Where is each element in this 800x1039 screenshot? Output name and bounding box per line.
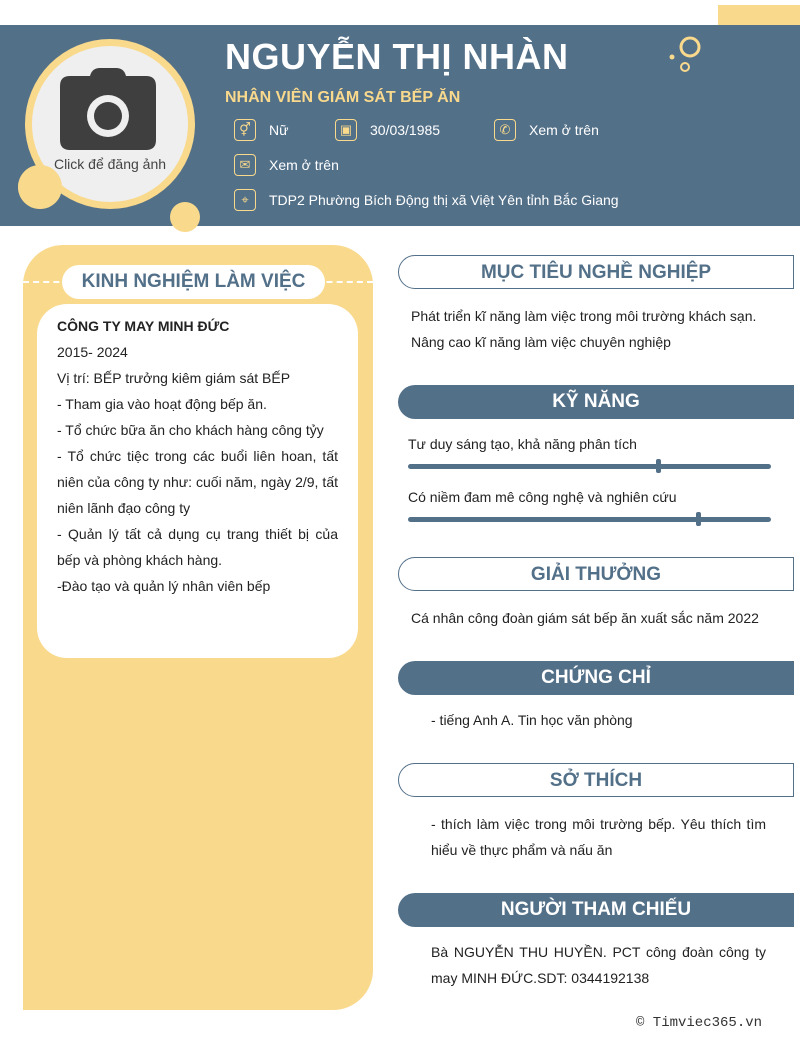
decor-dot [18,165,62,209]
location-icon: ⌖ [234,189,256,211]
skill-bar [408,464,771,469]
position: Vị trí: BẾP trưởng kiêm giám sát BẾP [57,370,291,386]
skill-level-marker [656,459,661,473]
job-title: NHÂN VIÊN GIÁM SÁT BẾP ĂN [225,89,461,106]
calendar-icon: ▣ [335,119,357,141]
camera-icon [60,68,156,150]
address-value: TDP2 Phường Bích Động thị xã Việt Yên tỉnh Bắc Giang [269,192,619,208]
experience-title: KINH NGHIỆM LÀM VIỆC [62,265,325,299]
skill-level-marker [696,512,701,526]
objective-title: MỤC TIÊU NGHỀ NGHIỆP [398,255,794,289]
phone-value: Xem ở trên [529,122,599,138]
duty: - Quản lý tất cả dụng cụ trang thiết bị của bếp và phòng khách hàng. [57,526,338,568]
phone-field [494,119,599,141]
objective-line: Nâng cao kĩ năng làm việc chuyên nghiệp [411,334,671,350]
photo-label[interactable]: Click để đăng ảnh [53,156,167,172]
duty: -Đào tạo và quản lý nhân viên bếp [57,578,271,594]
certificate-text: - tiếng Anh A. Tin học văn phòng [431,712,633,728]
gender-field [234,119,288,141]
birthdate-field [335,119,440,141]
award-text: Cá nhân công đoàn giám sát bếp ăn xuất sắc năm 2022 [411,610,759,626]
address-field [234,189,619,211]
email-value: Xem ở trên [269,157,339,173]
company-name: CÔNG TY MAY MINH ĐỨC [57,318,230,334]
candidate-name: NGUYỄN THỊ NHÀN [225,36,569,77]
phone-icon: ✆ [494,119,516,141]
decor-dot [170,202,200,232]
duty: - Tổ chức tiệc trong các buổi liên hoan, tất niên của công ty như: cuối năm, ngày 2/9, tất niên lãnh đạo công ty [57,448,338,516]
mail-icon: ✉ [234,154,256,176]
birthdate-value: 30/03/1985 [370,122,441,138]
skills-title: KỸ NĂNG [398,385,794,419]
hobbies-text: - thích làm việc trong môi trường bếp. Yêu thích tìm hiểu về thực phẩm và nấu ăn [431,816,766,858]
certificates-title: CHỨNG CHỈ [398,661,794,695]
footer-credit: © Timviec365.vn [636,1015,763,1031]
skill-bar [408,517,771,522]
duty: - Tham gia vào hoạt động bếp ăn. [57,396,267,412]
duty: - Tổ chức bữa ăn cho khách hàng công tỷy [57,422,324,438]
gender-icon: ⚥ [234,119,256,141]
experience-card [37,304,358,658]
skill-label: Tư duy sáng tạo, khả năng phân tích [408,436,637,452]
references-title: NGƯỜI THAM CHIẾU [398,893,794,927]
decor-rings-icon [665,34,705,74]
period: 2015- 2024 [57,344,128,360]
hobbies-title: SỞ THÍCH [398,763,794,797]
skill-label: Có niềm đam mê công nghệ và nghiên cứu [408,489,677,505]
references-text: Bà NGUYỄN THU HUYỀN. PCT công đoàn công ty may MINH ĐỨC.SDT: 0344192138 [431,944,766,986]
objective-line: Phát triển kĩ năng làm việc trong môi trường khách sạn. [411,308,757,324]
awards-title: GIẢI THƯỞNG [398,557,794,591]
gender-value: Nữ [269,122,289,138]
email-field [234,154,339,176]
